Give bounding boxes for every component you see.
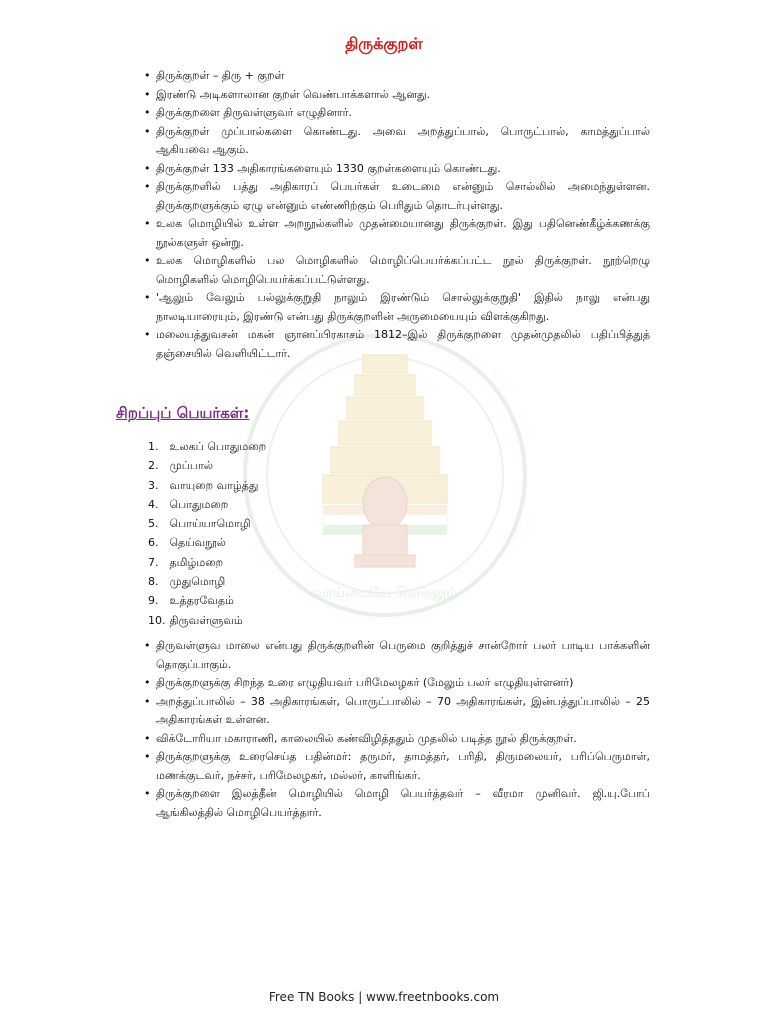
item-text: முப்பால் bbox=[169, 459, 213, 473]
list-item: • விக்டோரியா மகாராணி, காலையில் கண்விழித்ததும் முதலில் படித்த நூல் திருக்குறள். bbox=[144, 730, 650, 749]
list-item: • திருக்குறளுக்கு உரைசெய்த பதின்மர்: தருமர், தாமத்தர், பரிதி, திருமலையர், பரிப்பெருமாள், மணக்குடவர், நச்சர், பரிமேலழகர், மல்லர், காளிங்கர். bbox=[144, 748, 650, 785]
item-number: 1. bbox=[148, 440, 159, 453]
item-number: 4. bbox=[148, 497, 159, 511]
list-item bbox=[148, 572, 266, 591]
item-number: 5. bbox=[148, 517, 159, 531]
list-item: • 'ஆலும் வேலும் பல்லுக்குறுதி நாலும் இரண்டும் சொல்லுக்குறுதி' இதில் நாலு என்பது நாலடியாரையும், இரண்டு என்பது திருக்குறளின் அருமையையும் விளக்குகிறது. bbox=[144, 289, 650, 326]
special-names-list bbox=[148, 437, 266, 630]
facts-bullet-list bbox=[144, 637, 650, 822]
item-text: பொதுமறை bbox=[169, 497, 229, 511]
intro-bullet-list bbox=[144, 67, 650, 363]
list-item: • திருக்குறளை திருவள்ளுவர் எழுதினார். bbox=[144, 104, 650, 123]
item-text: திருவள்ளுவம் bbox=[169, 613, 243, 627]
list-item: • இரண்டு அடிகளாலான குறள் வெண்பாக்களால் ஆனது. bbox=[144, 86, 650, 105]
list-item bbox=[148, 456, 266, 475]
list-item bbox=[148, 533, 266, 552]
item-number: 2. bbox=[148, 459, 159, 473]
item-text: பொய்யாமொழி bbox=[169, 517, 251, 531]
item-text: உத்தரவேதம் bbox=[169, 594, 234, 608]
item-text: உலகப் பொதுமறை bbox=[169, 440, 267, 453]
item-text: வாயுறை வாழ்த்து bbox=[169, 478, 259, 492]
item-number: 3. bbox=[148, 478, 159, 492]
item-text: தமிழ்மறை bbox=[169, 555, 224, 569]
list-item: • அறத்துப்பாலில் – 38 அதிகாரங்கள், பொருட்பாலில் – 70 அதிகாரங்கள், இன்பத்துப்பாலில் – 25 அதிகாரங்கள் உள்ளன. bbox=[144, 693, 650, 730]
list-item: • திருக்குறள் முப்பால்களை கொண்டது. அவை அறத்துப்பால், பொருட்பால், காமத்துப்பால் ஆகியவை ஆகும். bbox=[144, 123, 650, 160]
list-item: • திருக்குறளில் பத்து அதிகாரப் பெயர்கள் உடைமை என்னும் சொல்லில் அமைந்துள்ளன. திருக்குறளுக்கும் ஏழு என்னும் எண்ணிற்கும் பெரிதும் தொடர்புள்ளது. bbox=[144, 178, 650, 215]
list-item bbox=[148, 611, 266, 630]
list-item bbox=[148, 476, 266, 495]
item-number: 7. bbox=[148, 555, 159, 569]
list-item: • உலக மொழியில் உள்ள அறநூல்களில் முதன்மையானது திருக்குறள். இது பதினெண்கீழ்க்கணக்கு நூல்களுள் ஒன்று. bbox=[144, 215, 650, 252]
list-item: • உலக மொழிகளில் பல மொழிகளில் மொழிப்பெயர்க்கப்பட்ட நூல் திருக்குறள். நூற்றெழு மொழிகளில் மொழிபெயர்க்கப்பட்டுள்ளது. bbox=[144, 252, 650, 289]
page-footer: Free TN Books | www.freetnbooks.com bbox=[268, 990, 500, 1004]
list-item: • திருக்குறளை இலத்தீன் மொழியில் மொழி பெயர்த்தவர் – வீரமா முனிவர். ஜி.யு.போப் ஆங்கிலத்தில் மொழிபெயர்த்தார். bbox=[144, 785, 650, 822]
list-item bbox=[148, 553, 266, 572]
tamil-nadu-emblem-watermark bbox=[235, 325, 535, 625]
watermark-motto: வாய்மையே வெல்லும் bbox=[312, 585, 458, 601]
list-item bbox=[148, 591, 266, 610]
list-item: • திருக்குறள் – திரு + குறள் bbox=[144, 67, 650, 86]
item-number: 8. bbox=[148, 575, 159, 589]
special-names-heading: சிறப்புப் பெயர்கள்: bbox=[116, 404, 250, 422]
item-number: 10. bbox=[148, 613, 166, 627]
list-item: • திருக்குறளுக்கு சிறந்த உரை எழுதியவர் பரிமேலழகர் (மேலும் பலர் எழுதியுள்ளனர்) bbox=[144, 674, 650, 693]
item-text: முதுமொழி bbox=[169, 575, 226, 589]
list-item bbox=[148, 514, 266, 533]
item-number: 6. bbox=[148, 536, 159, 550]
item-number: 9. bbox=[148, 594, 159, 608]
item-text: தெய்வநூல் bbox=[169, 536, 226, 550]
list-item bbox=[148, 495, 266, 514]
list-item bbox=[148, 437, 266, 456]
page-title: திருக்குறள் bbox=[345, 34, 423, 53]
list-item: • திருவள்ளுவ மாலை என்பது திருக்குறளின் பெருமை குறித்துச் சான்றோர் பலர் பாடிய பாக்களின் தொகுப்பாகும். bbox=[144, 637, 650, 674]
list-item: • திருக்குறள் 133 அதிகாரங்களையும் 1330 குறள்களையும் கொண்டது. bbox=[144, 160, 650, 179]
list-item: • மலையத்துவசன் மகன் ஞானப்பிரகாசம் 1812–இல் திருக்குறளை முதன்முதலில் பதிப்பித்துத் தஞ்சையில் வெளியிட்டார். bbox=[144, 326, 650, 363]
